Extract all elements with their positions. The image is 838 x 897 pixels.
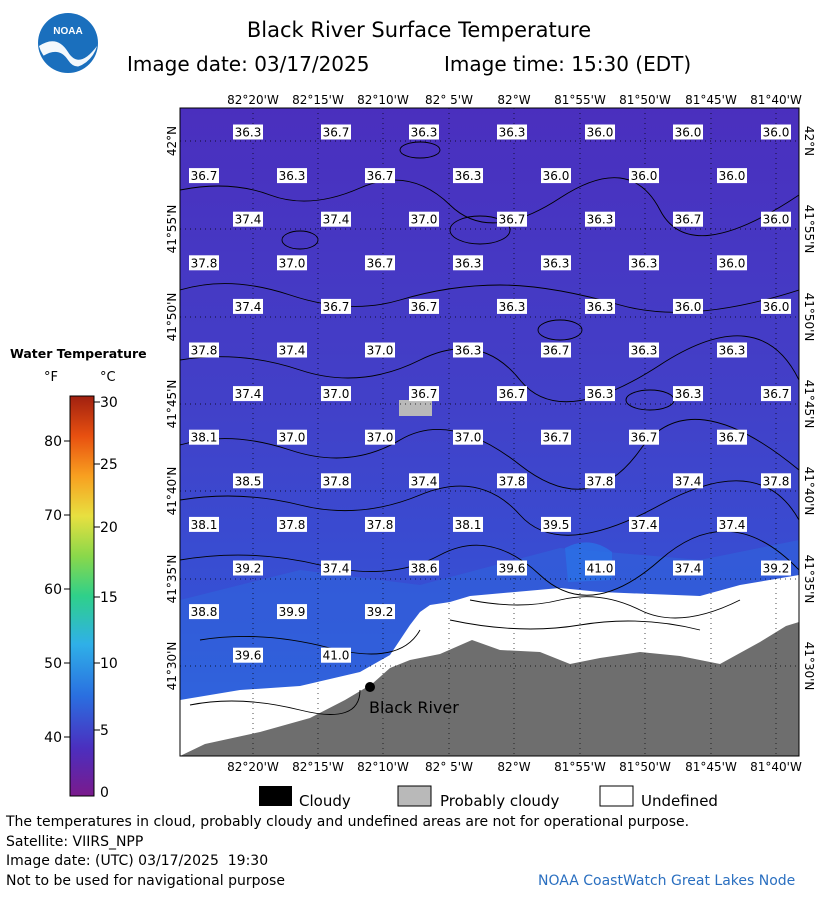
temp-label: 37.8	[190, 343, 218, 358]
lat-label: 41°55'N	[165, 204, 179, 254]
lon-label: 81°40'W	[750, 760, 802, 774]
lon-label: 81°45'W	[685, 760, 737, 774]
colorbar-unit-f: °F	[44, 370, 58, 385]
footer-node-credit: NOAA CoastWatch Great Lakes Node	[538, 873, 796, 889]
temp-label: 38.8	[190, 605, 218, 620]
temp-label: 36.3	[498, 125, 526, 140]
temp-label: 37.0	[454, 430, 482, 445]
cb-c-tick: 5	[100, 723, 109, 739]
colorbar-title: Water Temperature	[10, 346, 147, 361]
lon-label: 81°50'W	[619, 93, 671, 107]
temp-label: 37.8	[762, 474, 790, 489]
temp-label: 36.7	[366, 256, 394, 271]
temp-label: 37.4	[234, 299, 262, 314]
temp-label: 37.0	[322, 387, 350, 402]
temp-label: 37.8	[190, 256, 218, 271]
lat-label: 41°55'N	[802, 204, 816, 254]
footer-utc-date: Image date: (UTC) 03/17/2025 19:30	[6, 853, 269, 869]
temp-label: 37.4	[278, 343, 306, 358]
temp-label: 39.2	[762, 561, 790, 576]
lon-label: 81°40'W	[750, 93, 802, 107]
temp-label: 36.3	[674, 387, 702, 402]
lon-label: 82°10'W	[357, 760, 409, 774]
lon-label: 82° 5'W	[425, 760, 473, 774]
temp-label: 37.4	[630, 517, 658, 532]
colorbar-c-ticks	[100, 395, 118, 801]
temp-label: 37.4	[322, 212, 350, 227]
temp-label: 41.0	[586, 561, 614, 576]
footer-nav-warning: Not to be used for navigational purpose	[6, 873, 285, 889]
temp-label: 38.1	[190, 430, 218, 445]
temp-label: 36.0	[718, 256, 746, 271]
temp-label: 37.0	[278, 430, 306, 445]
lon-labels-top	[227, 93, 802, 107]
temp-label: 39.9	[278, 605, 306, 620]
temp-label: 37.8	[278, 517, 306, 532]
temp-label: 36.3	[454, 343, 482, 358]
temp-label: 37.4	[674, 474, 702, 489]
temp-label: 38.1	[454, 517, 482, 532]
cb-c-tick: 0	[100, 785, 109, 801]
temp-label: 39.5	[542, 517, 570, 532]
cb-c-tick: 25	[100, 457, 118, 473]
legend-undefined-swatch	[600, 786, 633, 806]
lat-label: 41°35'N	[165, 554, 179, 604]
lon-label: 81°45'W	[685, 93, 737, 107]
lat-label: 41°30'N	[802, 641, 816, 691]
temp-label: 36.7	[718, 430, 746, 445]
temp-label: 36.3	[718, 343, 746, 358]
cb-f-tick: 50	[44, 656, 62, 672]
temp-label: 36.0	[762, 212, 790, 227]
lon-label: 82°W	[497, 760, 531, 774]
cb-f-tick: 40	[44, 730, 62, 746]
temp-label: 36.7	[410, 299, 438, 314]
legend-cloudy-label: Cloudy	[299, 792, 351, 810]
lon-label: 82°20'W	[227, 93, 279, 107]
temp-label: 36.0	[718, 169, 746, 184]
temp-label: 36.7	[190, 169, 218, 184]
temp-label: 37.0	[410, 212, 438, 227]
image-time: Image time: 15:30 (EDT)	[444, 52, 692, 76]
lon-label: 82°15'W	[292, 93, 344, 107]
cb-f-tick: 60	[44, 582, 62, 598]
lon-label: 81°55'W	[554, 760, 606, 774]
lon-labels-bottom	[227, 760, 802, 774]
temp-label: 41.0	[322, 648, 350, 663]
temp-label: 36.0	[762, 299, 790, 314]
temp-label: 39.2	[366, 605, 394, 620]
temp-label: 36.3	[586, 299, 614, 314]
legend-probably-cloudy-swatch	[398, 786, 431, 806]
temp-label: 36.0	[762, 125, 790, 140]
temp-label: 36.7	[542, 430, 570, 445]
legend-cloudy-swatch	[259, 786, 292, 806]
temp-label: 37.8	[498, 474, 526, 489]
lat-labels-right	[802, 126, 816, 691]
temp-label: 37.8	[366, 517, 394, 532]
map-title: Black River Surface Temperature	[246, 18, 592, 42]
temp-label: 36.7	[410, 387, 438, 402]
temp-label: 36.3	[278, 169, 306, 184]
temp-label: 36.7	[630, 430, 658, 445]
temp-label: 37.4	[718, 517, 746, 532]
temp-label: 37.4	[234, 387, 262, 402]
black-river-marker	[365, 682, 375, 692]
temp-label: 36.0	[630, 169, 658, 184]
lon-label: 82°15'W	[292, 760, 344, 774]
temp-label: 36.0	[674, 299, 702, 314]
temp-label: 36.7	[322, 125, 350, 140]
temp-label: 39.6	[498, 561, 526, 576]
lon-label: 81°50'W	[619, 760, 671, 774]
temp-label: 36.7	[762, 387, 790, 402]
temp-label: 36.7	[498, 387, 526, 402]
temp-label: 38.1	[190, 517, 218, 532]
temp-label: 39.2	[234, 561, 262, 576]
cb-f-tick: 70	[44, 508, 62, 524]
colorbar-unit-c: °C	[100, 370, 116, 385]
temp-label: 36.3	[410, 125, 438, 140]
legend-probably-cloudy-label: Probably cloudy	[440, 792, 560, 810]
probably-cloudy-patch	[399, 400, 432, 416]
footer-satellite: Satellite: VIIRS_NPP	[6, 834, 144, 850]
colorbar-scale	[70, 396, 94, 796]
lat-label: 41°50'N	[802, 292, 816, 342]
lat-label: 41°45'N	[165, 379, 179, 429]
temp-label: 36.7	[674, 212, 702, 227]
temp-label: 37.4	[674, 561, 702, 576]
temp-label: 37.8	[322, 474, 350, 489]
temp-label: 36.3	[542, 256, 570, 271]
temp-label: 36.7	[322, 299, 350, 314]
cb-f-tick: 80	[44, 434, 62, 450]
colorbar-f-ticks	[44, 434, 62, 746]
temp-label: 37.4	[322, 561, 350, 576]
temp-label: 37.0	[278, 256, 306, 271]
temp-label: 36.3	[630, 343, 658, 358]
temp-label: 37.4	[234, 212, 262, 227]
temp-label: 36.3	[586, 212, 614, 227]
lat-labels-left	[165, 126, 179, 691]
cb-c-tick: 15	[100, 590, 118, 606]
temp-label: 36.0	[674, 125, 702, 140]
temp-label: 36.7	[366, 169, 394, 184]
lat-label: 41°40'N	[802, 466, 816, 516]
black-river-label: Black River	[369, 698, 459, 717]
temp-label: 38.6	[410, 561, 438, 576]
temp-label: 36.3	[630, 256, 658, 271]
lon-label: 82°20'W	[227, 760, 279, 774]
cb-c-tick: 20	[100, 520, 118, 536]
lat-label: 42°N	[165, 125, 179, 157]
lat-label: 42°N	[802, 125, 816, 157]
temp-label: 36.3	[454, 169, 482, 184]
svg-text:NOAA: NOAA	[53, 26, 83, 37]
temp-label: 36.3	[586, 387, 614, 402]
temp-label: 37.8	[586, 474, 614, 489]
temp-label: 37.0	[366, 343, 394, 358]
cb-c-tick: 10	[100, 656, 118, 672]
temp-label: 39.6	[234, 648, 262, 663]
image-date: Image date: 03/17/2025	[127, 52, 370, 76]
temp-label: 38.5	[234, 474, 262, 489]
temp-label: 36.3	[498, 299, 526, 314]
temp-label: 36.0	[542, 169, 570, 184]
temp-label: 37.4	[410, 474, 438, 489]
lon-label: 82° 5'W	[425, 93, 473, 107]
lat-label: 41°40'N	[165, 466, 179, 516]
temp-label: 36.7	[542, 343, 570, 358]
lat-label: 41°35'N	[802, 554, 816, 604]
lon-label: 82°W	[497, 93, 531, 107]
lat-label: 41°45'N	[802, 379, 816, 429]
temp-label: 36.7	[498, 212, 526, 227]
cb-c-tick: 30	[100, 395, 118, 411]
temp-label: 36.3	[454, 256, 482, 271]
temp-label: 36.3	[234, 125, 262, 140]
lat-label: 41°50'N	[165, 292, 179, 342]
legend-undefined-label: Undefined	[641, 792, 718, 810]
lon-label: 82°10'W	[357, 93, 409, 107]
footer-disclaimer: The temperatures in cloud, probably cloudy and undefined areas are not for operational purpose.	[6, 814, 690, 830]
lon-label: 81°55'W	[554, 93, 606, 107]
temp-label: 36.0	[586, 125, 614, 140]
lat-label: 41°30'N	[165, 641, 179, 691]
temp-label: 37.0	[366, 430, 394, 445]
